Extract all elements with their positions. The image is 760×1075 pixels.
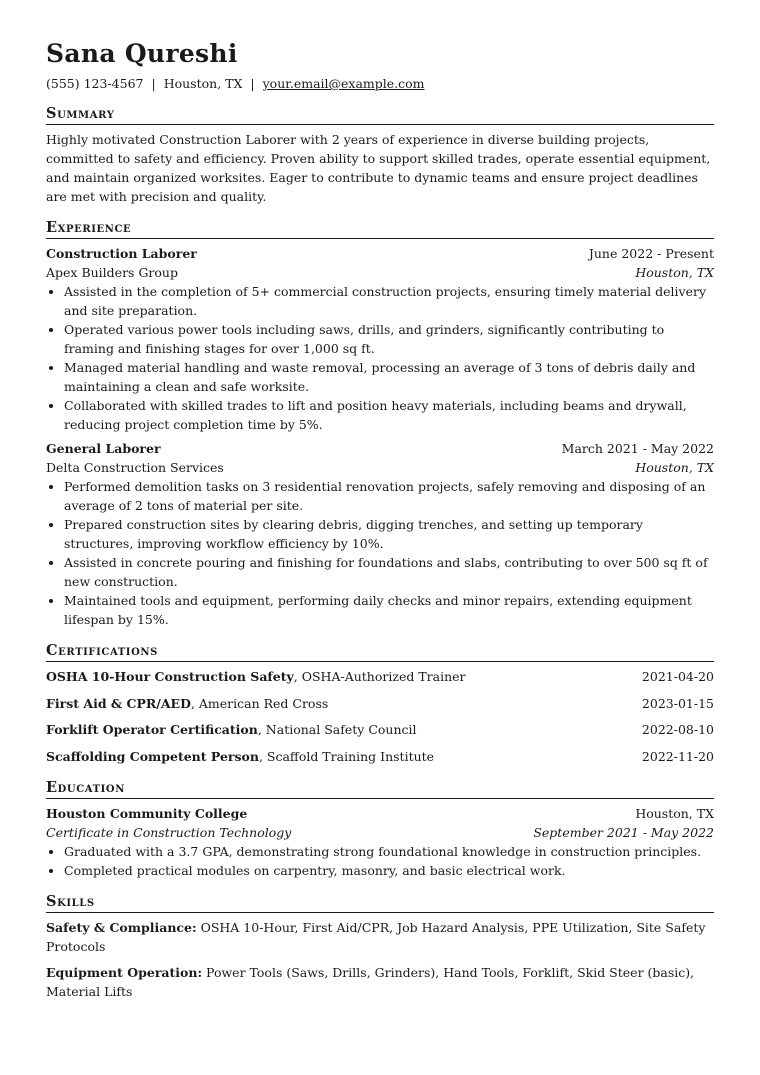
list-item: • Maintained tools and equipment, performing daily checks and minor repairs, extending equipment lifespan by 15%. [64,591,714,629]
cert-issuer: , Scaffold Training Institute [258,748,435,764]
cert-issuer: , National Safety Council [257,722,417,737]
cert-issuer: , American Red Cross [190,695,329,711]
cert-name: Forklift Operator Certification [46,722,258,737]
job-entry [46,439,714,629]
job-dates: June 2022 - Present [588,246,714,261]
school-name: Houston Community College [46,805,248,821]
list-item: • Graduated with a 3.7 GPA, demonstrating strong foundational knowledge in construction principles. [64,842,714,861]
job-company: Delta Construction Services [46,460,224,475]
section-title-summary: Summary [46,105,714,125]
skill-value: Power Tools (Saws, Drills, Grinders), Hand Tools, Forklift, Skid Steer (basic), Material Lifts [46,964,695,999]
section-title-skills: Skills [46,893,714,913]
job-bullets [46,282,714,434]
job-entry [46,244,714,434]
certification-row [46,694,714,713]
contact-line [46,76,714,92]
certification-row [46,720,714,739]
cert-date: 2022-08-10 [641,722,714,737]
cert-name: First Aid & CPR/AED [46,695,191,711]
skill-label: Safety & Compliance: [46,919,197,935]
section-title-education: Education [46,779,714,799]
job-role: General Laborer [46,441,161,456]
cert-date: 2023-01-15 [641,695,714,711]
education-dates: September 2021 - May 2022 [533,824,714,840]
location: Houston, TX [163,76,243,91]
job-company: Apex Builders Group [46,265,178,280]
list-item: • Managed material handling and waste removal, processing an average of 3 tons of debris daily and maintaining a clean and safe worksite. [64,358,714,396]
phone: (555) 123-4567 [46,76,144,91]
list-item: • Operated various power tools including saws, drills, and grinders, significantly contributing to framing and finishing stages for over 1,000 sq ft. [64,320,714,358]
summary-text: Highly motivated Construction Laborer with 2 years of experience in diverse building projects, committed to safety and efficiency. Proven ability to support skilled trades, operate essential equipment, and maintain organized worksites. Eager to contribute to dynamic teams and ensure project deadlines are met with precision and quality. [46,132,711,204]
cert-date: 2022-11-20 [641,748,714,764]
list-item: • Assisted in concrete pouring and finishing for foundations and slabs, contributing to over 500 sq ft of new construction. [64,553,714,591]
job-dates: March 2021 - May 2022 [561,441,714,456]
list-item: • Performed demolition tasks on 3 residential renovation projects, safely removing and disposing of an average of 2 tons of material per site. [64,477,714,515]
section-title-certifications: Certifications [46,642,714,662]
job-bullets [46,477,714,629]
education-bullets [46,842,714,880]
skill-row [46,963,714,1001]
cert-name: OSHA 10-Hour Construction Safety [46,669,294,684]
degree: Certificate in Construction Technology [46,824,292,840]
certification-row [46,667,714,686]
email-link[interactable]: your.email@example.com [262,76,425,91]
cert-issuer: , OSHA-Authorized Trainer [293,669,466,684]
certification-row [46,747,714,766]
list-item: • Completed practical modules on carpentry, masonry, and basic electrical work. [64,861,714,880]
list-item: • Prepared construction sites by clearing debris, digging trenches, and setting up temporary structures, improving workflow efficiency by 10%. [64,515,714,553]
job-location: Houston, TX [635,460,714,475]
separator: | [151,76,156,91]
cert-date: 2021-04-20 [641,669,714,684]
section-title-experience: Experience [46,219,714,239]
skill-row [46,918,714,956]
skill-value: OSHA 10-Hour, First Aid/CPR, Job Hazard Analysis, PPE Utilization, Site Safety Protocols [46,919,706,954]
job-role: Construction Laborer [46,246,197,261]
candidate-name: Sana Qureshi [46,39,238,68]
cert-name: Scaffolding Competent Person [46,748,259,764]
school-location: Houston, TX [635,805,714,821]
skill-label: Equipment Operation: [46,964,203,980]
job-location: Houston, TX [635,265,714,280]
separator: | [250,76,255,91]
list-item: • Assisted in the completion of 5+ commercial construction projects, ensuring timely material delivery and site preparation. [64,282,714,320]
list-item: • Collaborated with skilled trades to lift and position heavy materials, including beams and drywall, reducing project completion time by 5%. [64,396,714,434]
